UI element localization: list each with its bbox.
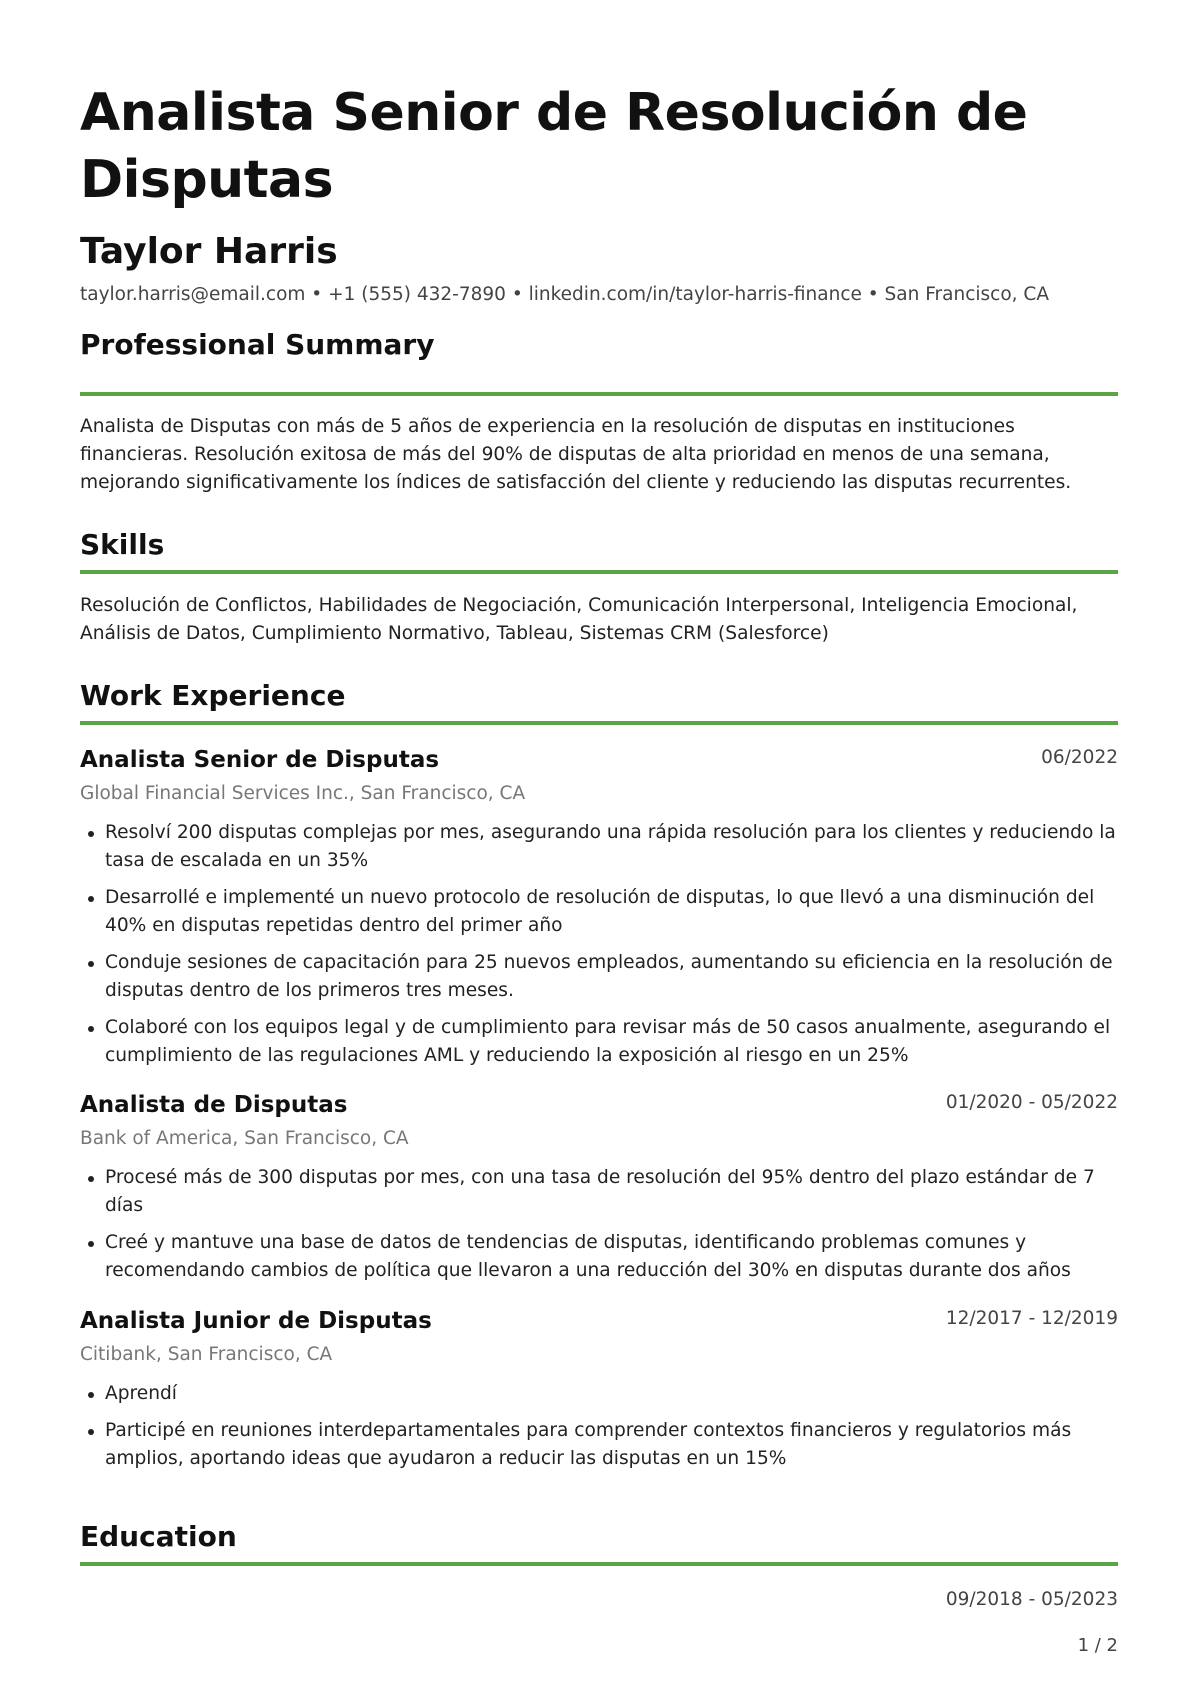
job-bullet: Resolví 200 disputas complejas por mes, asegurando una rápida resolución para los clientes y reduciendo la tasa de escalada en un 35% xyxy=(80,819,1120,875)
section-heading-experience: Work Experience xyxy=(80,679,346,712)
job-bullet-list xyxy=(80,1380,1120,1482)
skills-text: Resolución de Conflictos, Habilidades de Negociación, Comunicación Interpersonal, Inteligencia Emocional, Análisis de Datos, Cumplimiento Normativo, Tableau, Sistemas CRM (Salesforce) xyxy=(80,595,1078,644)
job-bullet: Participé en reuniones interdepartamentales para comprender contextos financieros y regulatorios más amplios, aportando ideas que ayudaron a reducir las disputas en un 15% xyxy=(80,1417,1120,1473)
person-name: Taylor Harris xyxy=(80,231,338,272)
job-bullet: Aprendí xyxy=(80,1380,1120,1408)
job-company: Bank of America, San Francisco, CA xyxy=(80,1128,409,1149)
section-divider xyxy=(80,1562,1118,1566)
job-bullet: Colaboré con los equipos legal y de cumplimiento para revisar más de 50 casos anualmente, asegurando el cumplimiento de las regulaciones AML y reduciendo la exposición al riesgo en un 25% xyxy=(80,1014,1120,1070)
job-title: Analista Senior de Disputas xyxy=(80,747,440,773)
job-date: 01/2020 - 05/2022 xyxy=(945,1092,1118,1113)
job-title: Analista de Disputas xyxy=(80,1092,348,1118)
job-date: 12/2017 - 12/2019 xyxy=(945,1308,1118,1329)
page-number: 1 / 2 xyxy=(1077,1635,1118,1656)
section-heading-skills: Skills xyxy=(80,528,165,561)
job-bullet: Creé y mantuve una base de datos de tendencias de disputas, identificando problemas comunes y recomendando cambios de política que llevaron a una reducción del 30% en disputas durante dos años xyxy=(80,1229,1120,1285)
job-bullet-list xyxy=(80,1164,1120,1294)
job-company: Citibank, San Francisco, CA xyxy=(80,1344,333,1365)
job-bullet-list xyxy=(80,819,1120,1079)
job-bullet: Procesé más de 300 disputas por mes, con una tasa de resolución del 95% dentro del plazo estándar de 7 días xyxy=(80,1164,1120,1220)
job-date: 06/2022 xyxy=(1041,747,1118,768)
document-title: Analista Senior de Resolución de Disputas xyxy=(80,83,1028,210)
summary-text: Analista de Disputas con más de 5 años de experiencia en la resolución de disputas en instituciones financieras. Resolución exitosa de más del 90% de disputas de alta prioridad en menos de una semana, mejorando significativamente los índices de satisfacción del cliente y reduciendo las disputas recurrentes. xyxy=(80,416,1072,493)
section-heading-summary: Professional Summary xyxy=(80,328,435,361)
section-heading-education: Education xyxy=(80,1520,237,1553)
section-divider xyxy=(80,392,1118,396)
education-date: 09/2018 - 05/2023 xyxy=(945,1589,1118,1610)
contact-line: taylor.harris@email.com • +1 (555) 432-7890 • linkedin.com/in/taylor-harris-finance • San Francisco, CA xyxy=(80,284,1049,305)
job-bullet: Conduje sesiones de capacitación para 25 nuevos empleados, aumentando su eficiencia en la resolución de disputas dentro de los primeros tres meses. xyxy=(80,949,1120,1005)
job-company: Global Financial Services Inc., San Francisco, CA xyxy=(80,783,526,804)
section-divider xyxy=(80,721,1118,725)
job-title: Analista Junior de Disputas xyxy=(80,1308,432,1334)
job-bullet: Desarrollé e implementé un nuevo protocolo de resolución de disputas, lo que llevó a una disminución del 40% en disputas repetidas dentro del primer año xyxy=(80,884,1120,940)
section-divider xyxy=(80,570,1118,574)
